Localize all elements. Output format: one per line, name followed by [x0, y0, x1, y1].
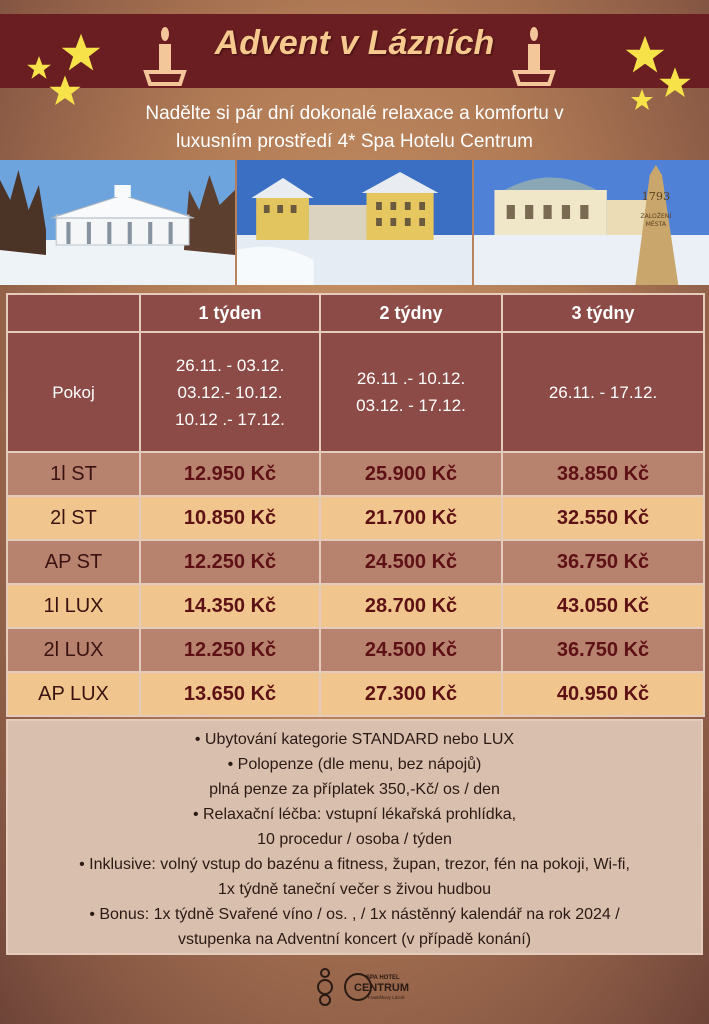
star-icon	[60, 32, 102, 74]
date-range: 26.11. - 17.12.	[548, 382, 658, 402]
info-line: • Ubytování kategorie STANDARD nebo LUX	[194, 731, 515, 748]
info-line: • Relaxační léčba: vstupní lékařská prohlídka,	[192, 806, 517, 823]
date-range: 26.11. - 03.12.	[175, 355, 285, 375]
date-range: 03.12.- 10.12.	[177, 382, 283, 402]
subtitle	[80, 100, 629, 156]
price-cell: 27.300 Kč	[320, 672, 502, 716]
price-cell: 25.900 Kč	[320, 452, 502, 496]
candle-icon	[511, 26, 557, 88]
table-row	[7, 496, 704, 540]
room-type: AP ST	[7, 540, 140, 584]
subtitle-line: Nadělte si pár dní dokonalé relaxace a komfortu v	[145, 103, 564, 124]
room-type: AP LUX	[7, 672, 140, 716]
hotel-centrum-logo	[344, 969, 414, 1005]
spa-figure-logo	[314, 967, 336, 1007]
monument-year: 1793	[641, 190, 671, 203]
table-header-cell: 3 týdny	[502, 294, 704, 332]
table-header-cell: 2 týdny	[320, 294, 502, 332]
price-cell: 12.950 Kč	[140, 452, 320, 496]
price-table	[6, 293, 703, 717]
info-line: • Polopenze (dle menu, bez nápojů)	[227, 756, 482, 773]
price-cell: 43.050 Kč	[502, 584, 704, 628]
logo-text: Františkovy Lázně	[368, 995, 405, 1000]
monument-text: MĚSTA	[645, 221, 667, 228]
date-cell	[502, 332, 704, 452]
photo-strip	[0, 160, 709, 285]
candle-icon	[142, 26, 188, 88]
info-line: 10 procedur / osoba / týden	[257, 831, 452, 848]
price-cell: 14.350 Kč	[140, 584, 320, 628]
star-icon	[48, 74, 82, 108]
info-line: vstupenka na Adventní koncert (v případě konání)	[177, 931, 532, 948]
date-range: 03.12. - 17.12.	[356, 396, 466, 415]
date-range: 26.11 .- 10.12.	[356, 369, 466, 388]
price-cell: 36.750 Kč	[502, 628, 704, 672]
snowy-hotel-photo	[237, 160, 472, 285]
table-row	[7, 540, 704, 584]
price-cell: 36.750 Kč	[502, 540, 704, 584]
price-cell: 40.950 Kč	[502, 672, 704, 716]
date-row	[7, 332, 704, 452]
price-cell: 24.500 Kč	[320, 540, 502, 584]
footer-logos	[314, 963, 414, 1011]
package-info-box	[6, 719, 703, 955]
room-type: 2l ST	[7, 496, 140, 540]
price-cell: 32.550 Kč	[502, 496, 704, 540]
monument-text: ZALOŽENÍ	[640, 213, 672, 220]
snowy-gazebo-photo	[0, 160, 235, 285]
table-header-cell: 1 týden	[140, 294, 320, 332]
page-title: Advent v Lázních	[214, 24, 495, 62]
room-column-label: Pokoj	[7, 332, 140, 452]
info-line: 1x týdně taneční večer s živou hudbou	[217, 881, 492, 898]
price-cell: 10.850 Kč	[140, 496, 320, 540]
subtitle-line: luxusním prostředí 4* Spa Hotelu Centrum	[176, 131, 533, 152]
star-icon	[658, 66, 692, 100]
room-type: 1l LUX	[7, 584, 140, 628]
info-line: • Inklusive: volný vstup do bazénu a fitness, župan, trezor, fén na pokoji, Wi-fi,	[79, 856, 630, 873]
price-cell: 24.500 Kč	[320, 628, 502, 672]
table-row	[7, 628, 704, 672]
star-icon	[630, 88, 654, 112]
price-cell: 12.250 Kč	[140, 628, 320, 672]
snowy-spa-building-photo	[474, 160, 709, 285]
info-line: plná penze za příplatek 350,-Kč/ os / den	[209, 781, 500, 798]
price-cell: 21.700 Kč	[320, 496, 502, 540]
table-row	[7, 452, 704, 496]
date-range: 10.12 .- 17.12.	[175, 409, 285, 429]
logo-text: CENTRUM	[354, 982, 409, 994]
table-row	[7, 672, 704, 716]
price-cell: 13.650 Kč	[140, 672, 320, 716]
table-header-row	[7, 294, 704, 332]
room-type: 1l ST	[7, 452, 140, 496]
price-cell: 38.850 Kč	[502, 452, 704, 496]
table-header-cell	[7, 294, 140, 332]
table-row	[7, 584, 704, 628]
date-cell	[140, 332, 320, 452]
date-cell	[320, 332, 502, 452]
price-cell: 28.700 Kč	[320, 584, 502, 628]
logo-text: SPA HOTEL	[366, 975, 400, 981]
price-cell: 12.250 Kč	[140, 540, 320, 584]
room-type: 2l LUX	[7, 628, 140, 672]
info-line: • Bonus: 1x týdně Svařené víno / os. , / 1x nástěnný kalendář na rok 2024 /	[89, 906, 620, 923]
